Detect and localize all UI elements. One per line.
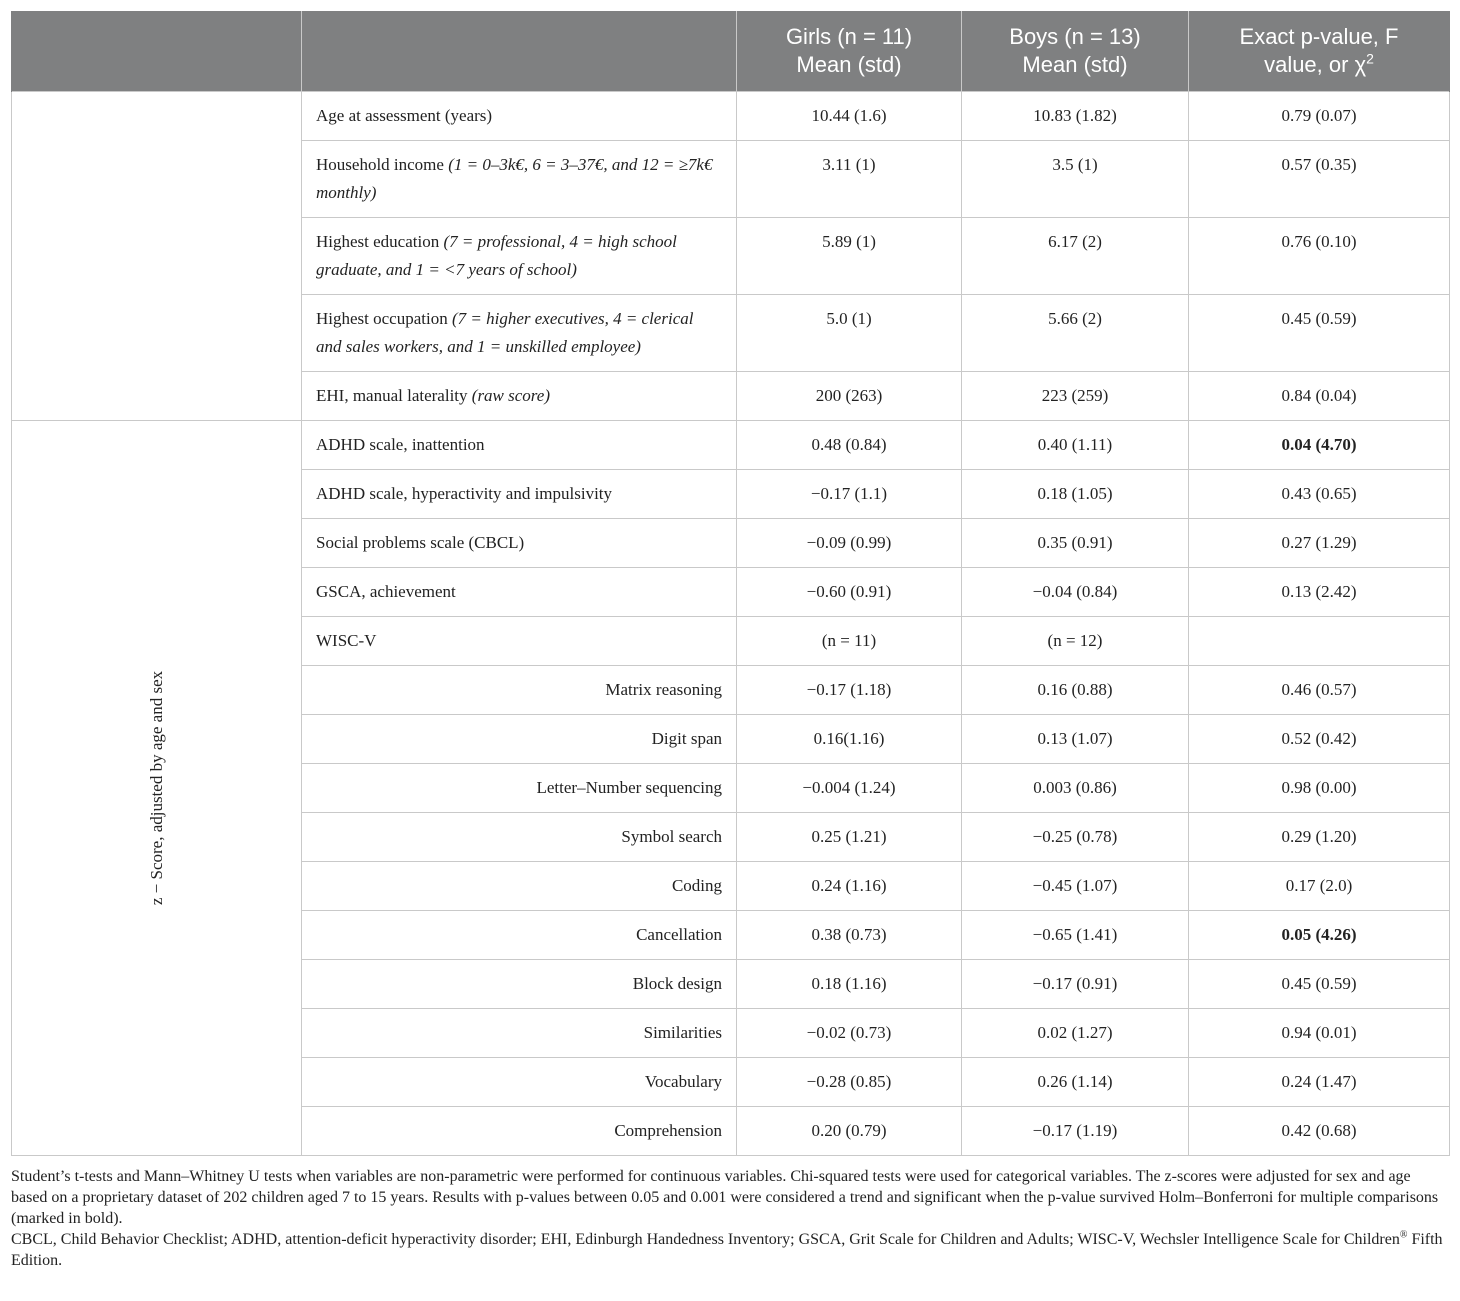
wisc-subtest-label: Symbol search — [302, 813, 737, 862]
row-label-text: EHI, manual laterality — [316, 386, 472, 405]
footnote-registered-mark: ® — [1399, 1229, 1408, 1241]
row-label-text: Highest occupation — [316, 309, 452, 328]
wisc-subtest-label: Matrix reasoning — [302, 666, 737, 715]
girls-value: 0.38 (0.73) — [737, 911, 962, 960]
girls-value: −0.28 (0.85) — [737, 1058, 962, 1107]
p-value: 0.29 (1.20) — [1189, 813, 1450, 862]
wisc-subtest-label: Letter–Number sequencing — [302, 764, 737, 813]
header-empty-1 — [12, 11, 302, 92]
header-pvalue-line2: value, or χ — [1264, 52, 1367, 77]
boys-value: −0.65 (1.41) — [962, 911, 1189, 960]
p-value: 0.27 (1.29) — [1189, 519, 1450, 568]
boys-value: −0.25 (0.78) — [962, 813, 1189, 862]
p-value: 0.98 (0.00) — [1189, 764, 1450, 813]
p-value: 0.79 (0.07) — [1189, 92, 1450, 141]
boys-value: 0.26 (1.14) — [962, 1058, 1189, 1107]
p-value: 0.43 (0.65) — [1189, 470, 1450, 519]
row-label — [302, 92, 737, 141]
group-zscore-label-text: z − Score, adjusted by age and sex — [146, 670, 166, 906]
row-label-text: Highest education — [316, 232, 444, 251]
boys-value: 0.35 (0.91) — [962, 519, 1189, 568]
wisc-subtest-label: Cancellation — [302, 911, 737, 960]
group-demographics-label — [12, 92, 302, 421]
boys-value: −0.04 (0.84) — [962, 568, 1189, 617]
boys-value: 6.17 (2) — [962, 218, 1189, 295]
row-label-text: Household income — [316, 155, 449, 174]
wisc-subtest-label: Similarities — [302, 1009, 737, 1058]
row-label: Social problems scale (CBCL) — [302, 519, 737, 568]
header-empty-2 — [302, 11, 737, 92]
boys-value: −0.17 (0.91) — [962, 960, 1189, 1009]
header-pvalue-line1: Exact p-value, F — [1239, 24, 1399, 49]
girls-value: 3.11 (1) — [737, 141, 962, 218]
row-label-scale: (7 = professional, 4 = high school graduate, and 1 = <7 years of school) — [316, 232, 677, 279]
p-value: 0.45 (0.59) — [1189, 295, 1450, 372]
header-boys-line1: Boys (n = 13) — [1009, 24, 1141, 49]
header-girls-line2: Mean (std) — [796, 52, 902, 77]
row-label: ADHD scale, hyperactivity and impulsivity — [302, 470, 737, 519]
girls-value: 10.44 (1.6) — [737, 92, 962, 141]
girls-value: −0.02 (0.73) — [737, 1009, 962, 1058]
girls-value: 5.0 (1) — [737, 295, 962, 372]
boys-value: 0.003 (0.86) — [962, 764, 1189, 813]
boys-value: 223 (259) — [962, 372, 1189, 421]
girls-value: −0.17 (1.18) — [737, 666, 962, 715]
header-pvalue-sup: 2 — [1366, 50, 1374, 67]
p-value: 0.57 (0.35) — [1189, 141, 1450, 218]
girls-value: 0.16(1.16) — [737, 715, 962, 764]
wisc-subtest-label: Vocabulary — [302, 1058, 737, 1107]
header-boys-line2: Mean (std) — [1022, 52, 1128, 77]
boys-value: (n = 12) — [962, 617, 1189, 666]
table-header-row — [12, 11, 1450, 92]
results-table-container — [11, 11, 1449, 1156]
p-value: 0.13 (2.42) — [1189, 568, 1450, 617]
girls-value: 200 (263) — [737, 372, 962, 421]
boys-value: 5.66 (2) — [962, 295, 1189, 372]
row-label-scale: (1 = 0–3k€, 6 = 3–37€, and 12 = ≥7k€ monthly) — [316, 155, 713, 202]
boys-value: −0.45 (1.07) — [962, 862, 1189, 911]
row-label: GSCA, achievement — [302, 568, 737, 617]
p-value — [1189, 617, 1450, 666]
footnote-abbr-text: CBCL, Child Behavior Checklist; ADHD, attention-deficit hyperactivity disorder; EHI, Edinburgh Handedness Inventory; GSCA, Grit Scale for Children and Adults; WISC-V, Wechsler Intelligence Scale for Children — [11, 1231, 1400, 1248]
boys-value: −0.17 (1.19) — [962, 1107, 1189, 1156]
table-footnote — [11, 1166, 1451, 1271]
row-label-scale: (raw score) — [471, 386, 550, 405]
boys-value: 0.18 (1.05) — [962, 470, 1189, 519]
girls-value: −0.60 (0.91) — [737, 568, 962, 617]
p-value: 0.94 (0.01) — [1189, 1009, 1450, 1058]
results-table — [11, 11, 1450, 1156]
p-value: 0.76 (0.10) — [1189, 218, 1450, 295]
girls-value: −0.004 (1.24) — [737, 764, 962, 813]
row-label — [302, 295, 737, 372]
boys-value: 0.16 (0.88) — [962, 666, 1189, 715]
row-label: WISC-V — [302, 617, 737, 666]
row-label-text: Age at assessment (years) — [316, 106, 493, 125]
header-girls — [737, 11, 962, 92]
p-value: 0.52 (0.42) — [1189, 715, 1450, 764]
boys-value: 0.40 (1.11) — [962, 421, 1189, 470]
girls-value: 0.24 (1.16) — [737, 862, 962, 911]
girls-value: 0.20 (0.79) — [737, 1107, 962, 1156]
p-value: 0.17 (2.0) — [1189, 862, 1450, 911]
girls-value: −0.17 (1.1) — [737, 470, 962, 519]
p-value: 0.46 (0.57) — [1189, 666, 1450, 715]
wisc-subtest-label: Coding — [302, 862, 737, 911]
footnote-abbr-end: Fifth Edition. — [11, 1231, 1443, 1269]
table-row — [12, 421, 1450, 470]
header-girls-line1: Girls (n = 11) — [785, 24, 913, 49]
wisc-subtest-label: Block design — [302, 960, 737, 1009]
table-row — [12, 92, 1450, 141]
p-value: 0.04 (4.70) — [1189, 421, 1450, 470]
girls-value: 0.48 (0.84) — [737, 421, 962, 470]
girls-value: (n = 11) — [737, 617, 962, 666]
footnote-abbreviations — [11, 1229, 1451, 1271]
boys-value: 0.13 (1.07) — [962, 715, 1189, 764]
p-value: 0.45 (0.59) — [1189, 960, 1450, 1009]
row-label — [302, 218, 737, 295]
row-label — [302, 372, 737, 421]
header-boys — [962, 11, 1189, 92]
p-value: 0.84 (0.04) — [1189, 372, 1450, 421]
boys-value: 3.5 (1) — [962, 141, 1189, 218]
girls-value: 0.18 (1.16) — [737, 960, 962, 1009]
wisc-subtest-label: Comprehension — [302, 1107, 737, 1156]
girls-value: 0.25 (1.21) — [737, 813, 962, 862]
row-label: ADHD scale, inattention — [302, 421, 737, 470]
boys-value: 0.02 (1.27) — [962, 1009, 1189, 1058]
row-label — [302, 141, 737, 218]
p-value: 0.05 (4.26) — [1189, 911, 1450, 960]
header-pvalue — [1189, 11, 1450, 92]
p-value: 0.24 (1.47) — [1189, 1058, 1450, 1107]
girls-value: −0.09 (0.99) — [737, 519, 962, 568]
row-label-scale: (7 = higher executives, 4 = clerical and sales workers, and 1 = unskilled employee) — [316, 309, 694, 356]
group-zscore-label — [12, 421, 302, 1156]
p-value: 0.42 (0.68) — [1189, 1107, 1450, 1156]
footnote-methods: Student’s t-tests and Mann–Whitney U tests when variables are non-parametric were performed for continuous variables. Chi-squared tests were used for categorical variables. The z-scores were adjusted for sex and age based on a proprietary dataset of 202 children aged 7 to 15 years. Results with p-values between 0.05 and 0.001 were considered a trend and significant when the p-value survived Holm–Bonferroni for multiple comparisons (marked in bold). — [11, 1168, 1439, 1227]
wisc-subtest-label: Digit span — [302, 715, 737, 764]
boys-value: 10.83 (1.82) — [962, 92, 1189, 141]
girls-value: 5.89 (1) — [737, 218, 962, 295]
